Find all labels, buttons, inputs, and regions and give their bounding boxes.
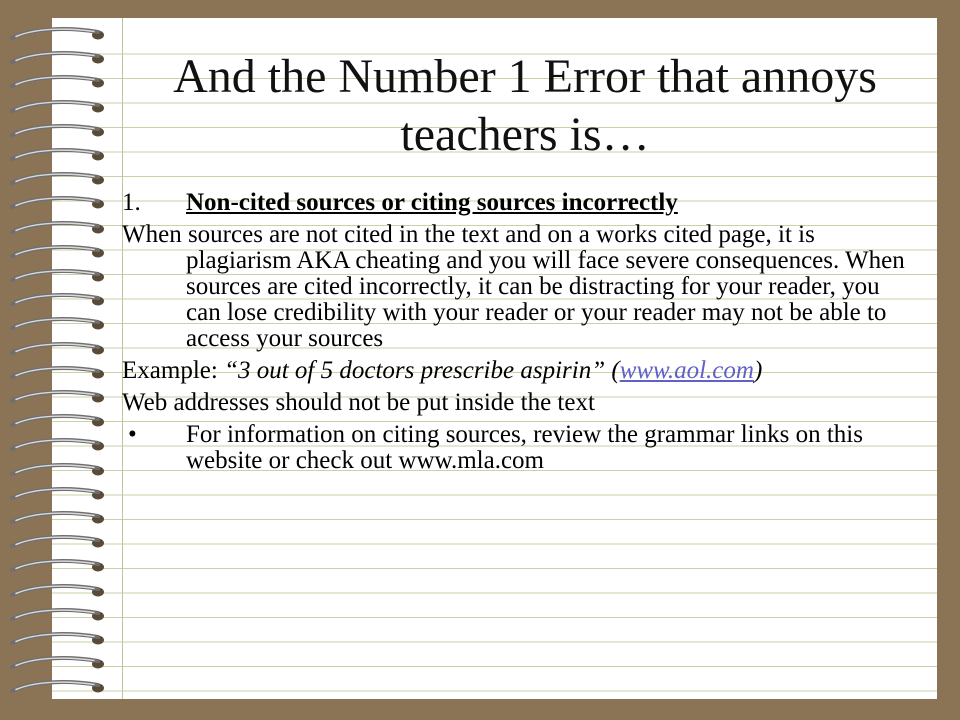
example-label: Example: — [122, 357, 225, 384]
slide-title — [125, 48, 925, 164]
spiral-ring-icon — [8, 462, 108, 478]
spiral-ring-icon — [8, 655, 108, 671]
example-paragraph — [122, 358, 912, 384]
spiral-ring-icon — [8, 607, 108, 623]
spiral-ring-icon — [8, 50, 108, 66]
spiral-ring-icon — [8, 486, 108, 502]
web-address-note: Web addresses should not be put inside the text — [122, 389, 595, 416]
bullet-icon: • — [128, 421, 137, 448]
example-quote: “3 out of 5 doctors prescribe aspirin” — [224, 357, 606, 384]
spiral-ring-icon — [8, 316, 108, 332]
spiral-ring-icon — [8, 631, 108, 647]
spiral-ring-icon — [8, 171, 108, 187]
numbered-item — [122, 190, 912, 216]
spiral-ring-icon — [8, 389, 108, 405]
spiral-ring-icon — [8, 365, 108, 381]
spiral-ring-icon — [8, 510, 108, 526]
title-line-1: And the Number 1 Error that annoys — [173, 50, 877, 103]
aol-link[interactable]: www.aol.com — [619, 357, 754, 384]
slide-body — [122, 190, 912, 474]
spiral-ring-icon — [8, 341, 108, 357]
plagiarism-paragraph: When sources are not cited in the text and on a works cited page, it is plagiarism AKA cheating and you will face severe consequences. When sources are cited incorrectly, it can be distracting for your reader, you can lose credibility with your reader or your reader may not be able to access your sources — [122, 221, 905, 352]
spiral-ring-icon — [8, 195, 108, 211]
spiral-ring-icon — [8, 292, 108, 308]
spiral-ring-icon — [8, 220, 108, 236]
spiral-ring-icon — [8, 534, 108, 550]
spiral-ring-icon — [8, 26, 108, 42]
spiral-ring-icon — [8, 558, 108, 574]
title-line-2: teachers is… — [400, 108, 650, 161]
paren-close: ) — [753, 357, 763, 384]
list-heading: Non-cited sources or citing sources incorrectly — [186, 189, 678, 216]
spiral-ring-icon — [8, 268, 108, 284]
spiral-ring-icon — [8, 74, 108, 90]
spiral-ring-icon — [8, 147, 108, 163]
spiral-ring-icon — [8, 244, 108, 260]
spiral-ring-icon — [8, 413, 108, 429]
spiral-ring-icon — [8, 679, 108, 695]
spiral-ring-icon — [8, 437, 108, 453]
bullet-item — [122, 422, 912, 474]
spiral-ring-icon — [8, 99, 108, 115]
spiral-ring-icon — [8, 123, 108, 139]
paren-open: ( — [611, 357, 620, 384]
spiral-ring-icon — [8, 583, 108, 599]
list-number: 1. — [122, 189, 141, 216]
bullet-text: For information on citing sources, review the grammar links on this website or check out www.mla.com — [186, 421, 863, 474]
spiral-binding — [8, 26, 108, 706]
